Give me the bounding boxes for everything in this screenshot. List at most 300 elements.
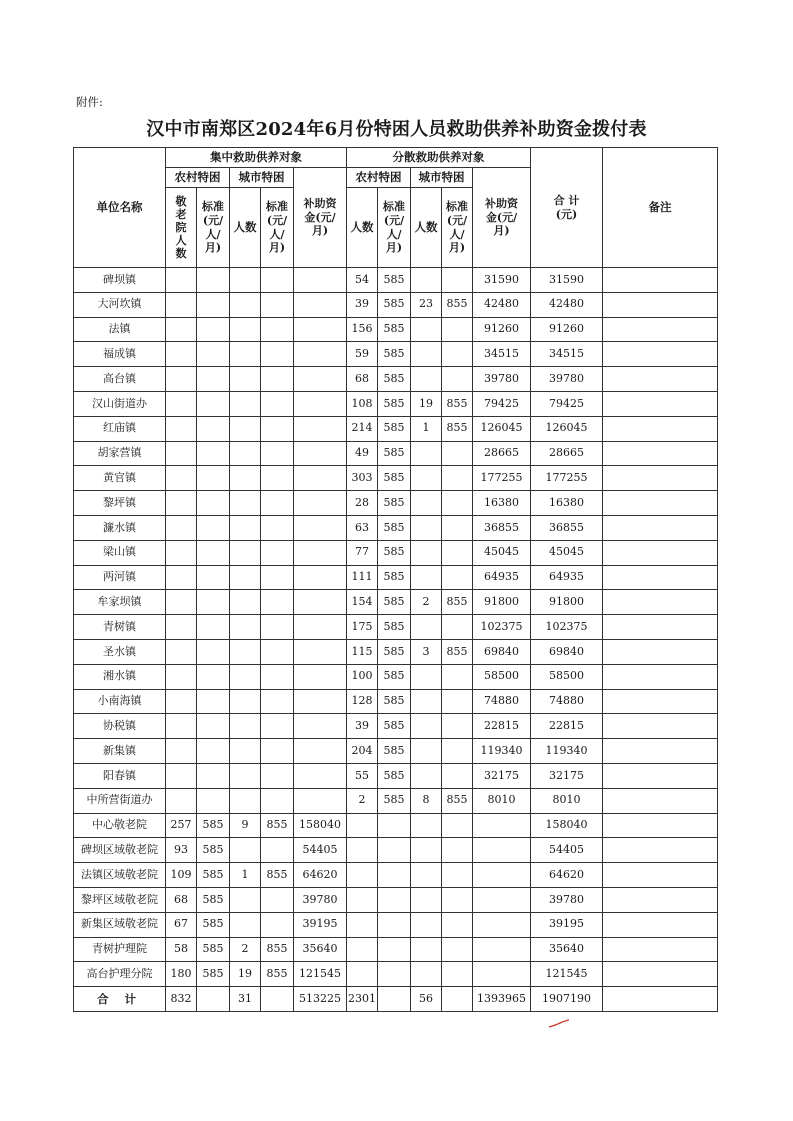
cell-unit-name: 红庙镇 [74,416,166,441]
totals-row [74,987,718,1012]
cell-row-total: 74880 [531,689,603,714]
cell-dispersed-urban-count [411,763,442,788]
cell-central-rural-standard: 585 [197,838,230,863]
cell-central-rural-standard [197,515,230,540]
cell-dispersed-rural-count [347,962,378,987]
cell-row-total: 16380 [531,491,603,516]
cell-row-total: 158040 [531,813,603,838]
cell-remark [603,962,718,987]
cell-central-urban-standard [261,714,294,739]
cell-central-subsidy [294,565,347,590]
cell-remark [603,763,718,788]
header-dispersed-urban-count: 人数 [411,188,442,268]
cell-central-urban-count: 1 [230,863,261,888]
cell-dispersed-subsidy: 74880 [473,689,531,714]
cell-central-urban-standard [261,887,294,912]
allocation-table [73,147,718,1012]
cell-central-rural-standard [197,615,230,640]
cell-dispersed-rural-standard: 585 [378,639,411,664]
cell-dispersed-urban-standard [442,739,473,764]
cell-central-rural-count [166,416,197,441]
cell-dispersed-subsidy [473,937,531,962]
cell-dispersed-rural-standard: 585 [378,391,411,416]
cell-central-subsidy [294,615,347,640]
cell-central-rural-standard: 585 [197,813,230,838]
cell-row-total: 39195 [531,912,603,937]
cell-dispersed-urban-standard [442,937,473,962]
cell-dispersed-urban-count [411,491,442,516]
attachment-label: 附件: [76,95,103,109]
cell-row-total: 39780 [531,887,603,912]
cell-row-total: 69840 [531,639,603,664]
header-remark: 备注 [603,148,718,268]
cell-central-rural-standard [197,639,230,664]
cell-dispersed-rural-standard [378,912,411,937]
cell-dispersed-subsidy: 8010 [473,788,531,813]
cell-dispersed-rural-count: 2 [347,788,378,813]
cell-central-urban-count [230,912,261,937]
cell-central-rural-standard [197,441,230,466]
totals-central-subsidy: 513225 [294,987,347,1012]
cell-unit-name: 湘水镇 [74,664,166,689]
cell-remark [603,441,718,466]
cell-dispersed-rural-standard: 585 [378,491,411,516]
cell-dispersed-rural-standard: 585 [378,664,411,689]
table-body [74,268,718,987]
cell-central-rural-standard [197,391,230,416]
cell-unit-name: 碑坝区域敬老院 [74,838,166,863]
cell-dispersed-rural-count [347,813,378,838]
cell-dispersed-rural-count [347,863,378,888]
cell-row-total: 35640 [531,937,603,962]
header-total: 合 计(元) [531,148,603,268]
cell-central-urban-standard [261,590,294,615]
header-central-rural: 农村特困 [166,168,230,188]
cell-dispersed-urban-count [411,615,442,640]
cell-central-urban-standard [261,739,294,764]
table-row [74,317,718,342]
cell-central-subsidy [294,491,347,516]
cell-dispersed-subsidy: 91800 [473,590,531,615]
cell-dispersed-rural-count: 49 [347,441,378,466]
cell-central-rural-count [166,391,197,416]
cell-remark [603,565,718,590]
cell-dispersed-urban-count [411,887,442,912]
cell-dispersed-rural-standard: 585 [378,466,411,491]
cell-central-urban-standard [261,565,294,590]
cell-central-rural-count [166,268,197,293]
cell-dispersed-rural-standard: 585 [378,615,411,640]
cell-central-urban-standard [261,788,294,813]
cell-central-urban-count [230,391,261,416]
cell-dispersed-urban-count [411,515,442,540]
cell-central-urban-count [230,342,261,367]
cell-dispersed-urban-standard [442,763,473,788]
cell-central-subsidy [294,515,347,540]
cell-central-urban-count [230,615,261,640]
cell-unit-name: 汉山街道办 [74,391,166,416]
totals-dispersed-subsidy: 1393965 [473,987,531,1012]
cell-remark [603,515,718,540]
cell-central-subsidy [294,441,347,466]
cell-dispersed-urban-count [411,317,442,342]
cell-remark [603,491,718,516]
cell-central-urban-standard [261,292,294,317]
cell-central-urban-count [230,763,261,788]
cell-central-rural-count: 68 [166,887,197,912]
cell-central-rural-count [166,664,197,689]
cell-central-subsidy [294,714,347,739]
cell-central-rural-count [166,639,197,664]
cell-dispersed-rural-count [347,887,378,912]
cell-central-rural-count [166,540,197,565]
cell-unit-name: 青树护理院 [74,937,166,962]
cell-central-urban-standard [261,491,294,516]
cell-central-urban-standard [261,466,294,491]
cell-central-urban-standard: 855 [261,813,294,838]
cell-dispersed-urban-count [411,441,442,466]
totals-central-rural-count: 832 [166,987,197,1012]
cell-dispersed-subsidy: 34515 [473,342,531,367]
cell-remark [603,912,718,937]
cell-unit-name: 新集镇 [74,739,166,764]
cell-central-subsidy [294,317,347,342]
table-row [74,912,718,937]
cell-dispersed-urban-standard [442,838,473,863]
cell-central-rural-count: 93 [166,838,197,863]
cell-dispersed-urban-standard [442,664,473,689]
cell-central-subsidy [294,342,347,367]
cell-central-urban-count: 2 [230,937,261,962]
header-central-subsidy: 补助资金(元/月) [294,168,347,268]
cell-central-rural-count [166,615,197,640]
cell-central-rural-standard [197,317,230,342]
totals-central-urban-standard [261,987,294,1012]
cell-dispersed-urban-standard: 855 [442,590,473,615]
totals-dispersed-rural-count: 2301 [347,987,378,1012]
cell-central-rural-standard: 585 [197,962,230,987]
cell-central-rural-count [166,590,197,615]
cell-central-urban-count [230,441,261,466]
cell-dispersed-rural-count: 204 [347,739,378,764]
cell-central-urban-standard [261,838,294,863]
cell-central-rural-standard [197,788,230,813]
cell-dispersed-rural-standard [378,962,411,987]
cell-remark [603,887,718,912]
cell-central-urban-count [230,292,261,317]
cell-dispersed-urban-count: 3 [411,639,442,664]
table-row [74,689,718,714]
table-row [74,937,718,962]
cell-dispersed-subsidy [473,887,531,912]
cell-unit-name: 青树镇 [74,615,166,640]
cell-dispersed-rural-standard [378,937,411,962]
cell-dispersed-subsidy [473,813,531,838]
cell-central-urban-count: 19 [230,962,261,987]
cell-dispersed-rural-standard [378,863,411,888]
cell-central-subsidy: 39195 [294,912,347,937]
cell-unit-name: 大河坎镇 [74,292,166,317]
cell-central-urban-count [230,515,261,540]
cell-dispersed-rural-standard: 585 [378,788,411,813]
table-row [74,838,718,863]
cell-row-total: 119340 [531,739,603,764]
header-dispersed-rural-standard: 标准(元/人/月) [378,188,411,268]
cell-dispersed-urban-standard [442,714,473,739]
cell-dispersed-urban-count [411,268,442,293]
cell-dispersed-rural-count: 303 [347,466,378,491]
cell-central-urban-count [230,639,261,664]
header-centralized: 集中救助供养对象 [166,148,347,168]
cell-row-total: 31590 [531,268,603,293]
cell-central-subsidy: 35640 [294,937,347,962]
cell-dispersed-urban-count [411,962,442,987]
cell-central-subsidy [294,639,347,664]
table-row [74,763,718,788]
cell-central-rural-count [166,515,197,540]
table-row [74,565,718,590]
cell-central-rural-standard [197,763,230,788]
cell-dispersed-urban-count: 19 [411,391,442,416]
cell-unit-name: 碑坝镇 [74,268,166,293]
cell-dispersed-subsidy: 126045 [473,416,531,441]
cell-unit-name: 黄官镇 [74,466,166,491]
cell-central-urban-count [230,590,261,615]
cell-dispersed-rural-count: 175 [347,615,378,640]
header-elder-count: 敬老院人数 [166,188,197,268]
table-row [74,515,718,540]
cell-central-subsidy [294,590,347,615]
cell-central-urban-standard [261,912,294,937]
cell-central-subsidy: 39780 [294,887,347,912]
cell-dispersed-subsidy: 28665 [473,441,531,466]
cell-central-urban-standard [261,763,294,788]
cell-remark [603,317,718,342]
cell-dispersed-rural-count: 128 [347,689,378,714]
cell-dispersed-rural-count: 59 [347,342,378,367]
table-row [74,664,718,689]
cell-dispersed-subsidy: 79425 [473,391,531,416]
cell-dispersed-rural-count: 108 [347,391,378,416]
cell-unit-name: 中所营街道办 [74,788,166,813]
cell-central-urban-count [230,466,261,491]
cell-dispersed-subsidy: 91260 [473,317,531,342]
cell-row-total: 79425 [531,391,603,416]
cell-central-urban-count [230,491,261,516]
cell-dispersed-rural-standard: 585 [378,689,411,714]
cell-central-rural-standard: 585 [197,912,230,937]
cell-unit-name: 法镇 [74,317,166,342]
cell-central-subsidy [294,763,347,788]
cell-dispersed-urban-standard [442,317,473,342]
cell-central-rural-standard [197,565,230,590]
cell-central-urban-standard [261,317,294,342]
cell-dispersed-urban-standard [442,962,473,987]
cell-remark [603,367,718,392]
cell-central-urban-count [230,887,261,912]
cell-central-rural-count [166,441,197,466]
pen-mark-icon [548,1019,570,1029]
cell-row-total: 91800 [531,590,603,615]
header-central-urban: 城市特困 [230,168,294,188]
cell-remark [603,664,718,689]
cell-dispersed-urban-standard [442,268,473,293]
cell-dispersed-urban-count [411,863,442,888]
header-dispersed-subsidy: 补助资金(元/月) [473,168,531,268]
cell-dispersed-urban-count: 23 [411,292,442,317]
totals-remark [603,987,718,1012]
cell-row-total: 54405 [531,838,603,863]
header-dispersed-urban: 城市特困 [411,168,473,188]
cell-dispersed-urban-count [411,540,442,565]
table-row [74,466,718,491]
cell-unit-name: 协税镇 [74,714,166,739]
cell-dispersed-urban-standard: 855 [442,416,473,441]
cell-dispersed-rural-standard: 585 [378,763,411,788]
table-row [74,788,718,813]
cell-dispersed-rural-count: 39 [347,292,378,317]
cell-dispersed-urban-count [411,739,442,764]
cell-central-urban-standard [261,639,294,664]
cell-dispersed-subsidy: 39780 [473,367,531,392]
cell-dispersed-subsidy: 119340 [473,739,531,764]
cell-central-urban-count [230,268,261,293]
cell-central-rural-standard [197,590,230,615]
cell-dispersed-urban-standard: 855 [442,391,473,416]
cell-dispersed-rural-standard: 585 [378,540,411,565]
cell-dispersed-urban-standard: 855 [442,639,473,664]
cell-central-urban-standard [261,342,294,367]
cell-central-rural-count [166,689,197,714]
cell-central-rural-count: 180 [166,962,197,987]
cell-dispersed-subsidy [473,962,531,987]
cell-dispersed-rural-count: 54 [347,268,378,293]
cell-dispersed-subsidy: 58500 [473,664,531,689]
header-dispersed: 分散救助供养对象 [347,148,531,168]
cell-central-rural-standard: 585 [197,863,230,888]
cell-dispersed-urban-count [411,342,442,367]
cell-dispersed-urban-count [411,937,442,962]
table-row [74,714,718,739]
cell-dispersed-urban-count [411,813,442,838]
cell-central-rural-count [166,763,197,788]
cell-central-rural-standard [197,367,230,392]
cell-central-rural-standard [197,466,230,491]
cell-dispersed-urban-count: 2 [411,590,442,615]
cell-central-urban-standard [261,615,294,640]
table-row [74,813,718,838]
cell-remark [603,639,718,664]
cell-central-urban-count [230,367,261,392]
cell-dispersed-urban-standard [442,912,473,937]
cell-dispersed-rural-count: 28 [347,491,378,516]
cell-dispersed-rural-count: 111 [347,565,378,590]
cell-row-total: 42480 [531,292,603,317]
cell-row-total: 91260 [531,317,603,342]
cell-central-urban-standard [261,515,294,540]
cell-unit-name: 黎坪镇 [74,491,166,516]
cell-central-subsidy: 64620 [294,863,347,888]
cell-dispersed-subsidy: 64935 [473,565,531,590]
cell-unit-name: 胡家营镇 [74,441,166,466]
cell-dispersed-urban-standard: 855 [442,292,473,317]
cell-dispersed-rural-standard: 585 [378,441,411,466]
cell-unit-name: 阳春镇 [74,763,166,788]
table-row [74,268,718,293]
cell-central-urban-count [230,838,261,863]
cell-dispersed-urban-standard [442,342,473,367]
cell-remark [603,466,718,491]
cell-central-rural-count: 58 [166,937,197,962]
cell-central-subsidy [294,540,347,565]
cell-remark [603,416,718,441]
cell-dispersed-subsidy [473,863,531,888]
cell-central-urban-standard: 855 [261,863,294,888]
table-row [74,491,718,516]
cell-central-rural-standard [197,714,230,739]
cell-dispersed-rural-count: 156 [347,317,378,342]
cell-central-subsidy [294,292,347,317]
cell-dispersed-subsidy: 45045 [473,540,531,565]
cell-central-subsidy: 158040 [294,813,347,838]
cell-central-urban-standard: 855 [261,962,294,987]
table-row [74,342,718,367]
totals-dispersed-rural-standard [378,987,411,1012]
cell-central-urban-standard [261,367,294,392]
cell-unit-name: 新集区域敬老院 [74,912,166,937]
cell-central-urban-standard [261,540,294,565]
cell-dispersed-rural-count: 77 [347,540,378,565]
cell-central-rural-standard [197,342,230,367]
table-row [74,590,718,615]
cell-dispersed-urban-count [411,838,442,863]
cell-unit-name: 牟家坝镇 [74,590,166,615]
cell-unit-name: 高台护理分院 [74,962,166,987]
cell-unit-name: 中心敬老院 [74,813,166,838]
cell-remark [603,714,718,739]
cell-remark [603,391,718,416]
cell-dispersed-rural-standard: 585 [378,515,411,540]
table-row [74,739,718,764]
cell-dispersed-urban-standard [442,863,473,888]
cell-dispersed-urban-standard [442,466,473,491]
cell-central-subsidy [294,788,347,813]
cell-dispersed-subsidy: 177255 [473,466,531,491]
cell-row-total: 8010 [531,788,603,813]
cell-central-urban-standard [261,416,294,441]
cell-dispersed-urban-standard: 855 [442,788,473,813]
cell-dispersed-rural-standard: 585 [378,342,411,367]
cell-remark [603,689,718,714]
cell-dispersed-urban-standard [442,367,473,392]
totals-label: 合 计 [74,987,166,1012]
cell-dispersed-urban-count [411,714,442,739]
cell-dispersed-subsidy: 16380 [473,491,531,516]
cell-dispersed-subsidy [473,838,531,863]
cell-dispersed-rural-count: 63 [347,515,378,540]
table-row [74,863,718,888]
header-central-rural-standard: 标准(元/人/月) [197,188,230,268]
cell-dispersed-urban-count [411,664,442,689]
cell-remark [603,268,718,293]
cell-central-urban-count [230,788,261,813]
cell-dispersed-urban-count [411,367,442,392]
cell-dispersed-rural-count: 39 [347,714,378,739]
cell-dispersed-subsidy: 22815 [473,714,531,739]
cell-dispersed-rural-standard [378,887,411,912]
cell-dispersed-urban-count [411,689,442,714]
header-dispersed-urban-standard: 标准(元/人/月) [442,188,473,268]
